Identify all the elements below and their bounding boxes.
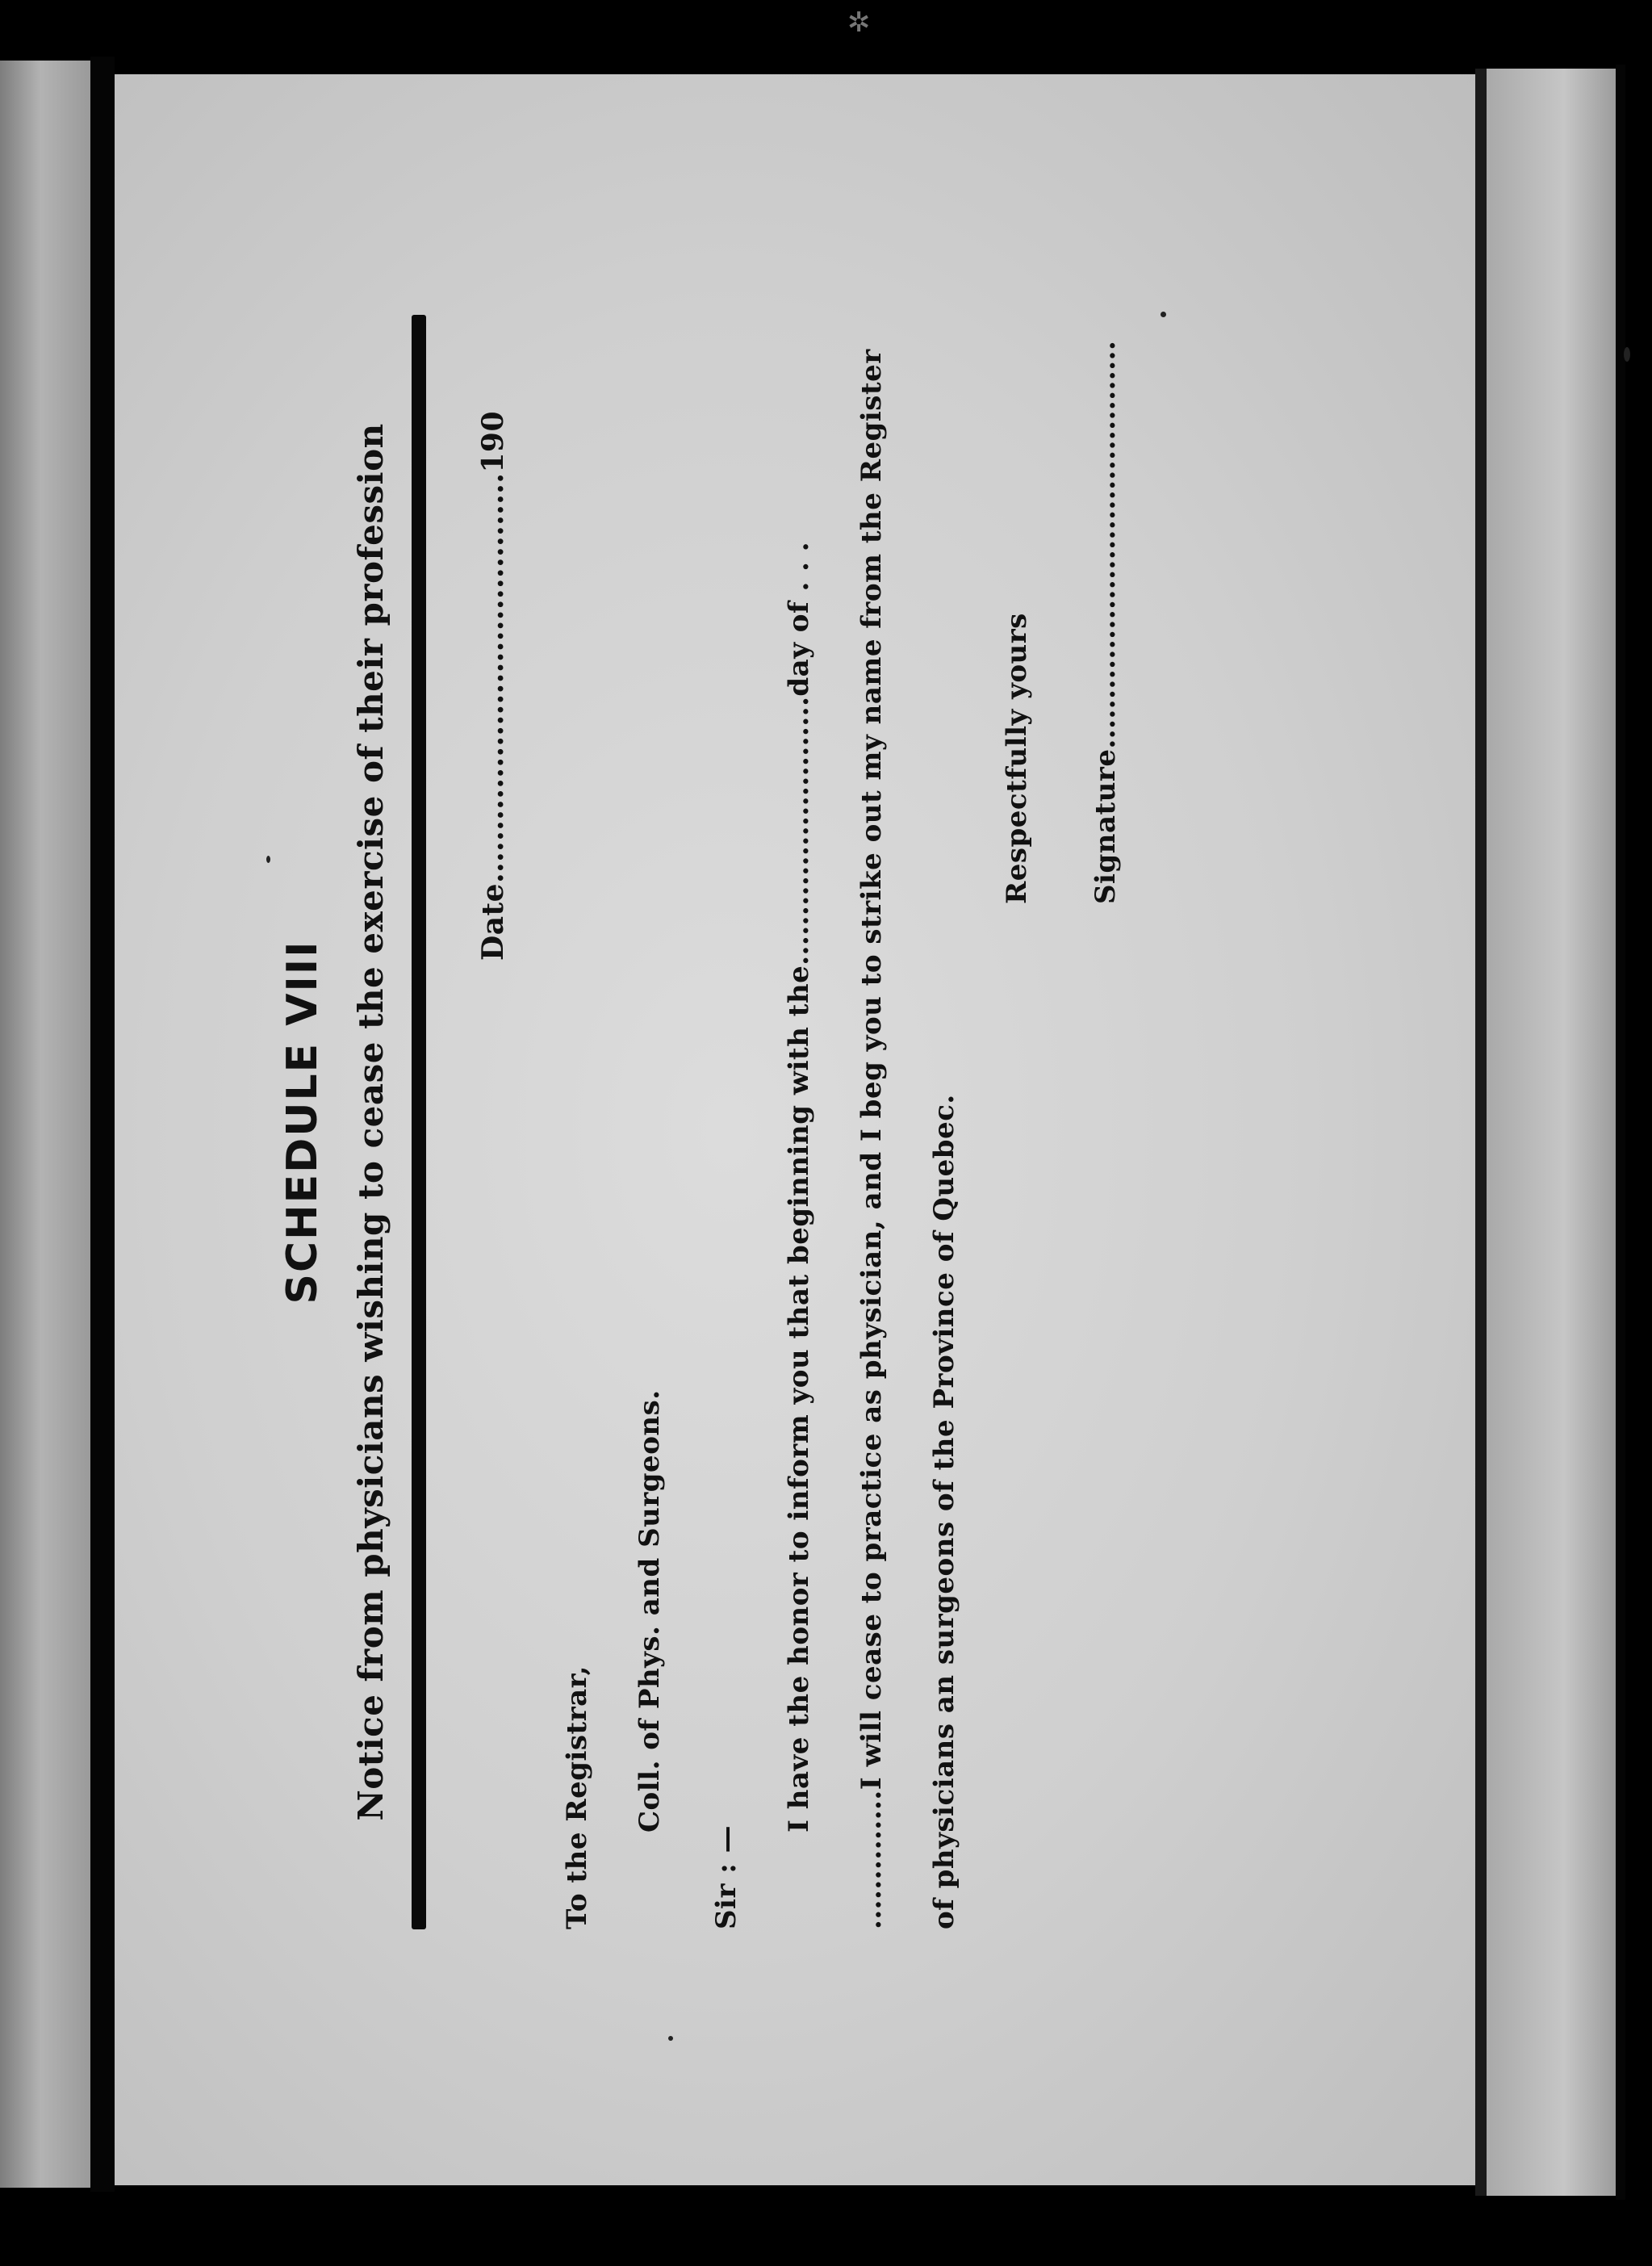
body-line: of physicians an surgeons of the Province of Quebec. — [928, 1094, 960, 1929]
right-page-edge — [1487, 69, 1616, 2196]
left-page-edge — [0, 61, 90, 2188]
scan-artifact-icon: ✲ — [847, 6, 871, 39]
schedule-title: SCHEDULE VIII — [278, 940, 327, 1305]
closing: Respectfully yours — [1001, 613, 1033, 904]
body-line: ..............I will cease to practice as physician, and I beg you to strike out my name from the Register — [855, 349, 888, 1929]
salutation: Sir : — — [710, 1824, 742, 1929]
left-binding-shadow — [90, 57, 115, 2192]
addressee-institution: Coll. of Phys. and Surgeons. — [634, 1389, 666, 1832]
date-field: Date.......................................190 — [476, 410, 510, 961]
dust-speck — [1624, 347, 1630, 362]
addressee-line: To the Registrar, — [561, 1665, 593, 1929]
schedule-form — [270, 194, 1441, 2050]
right-border — [1616, 65, 1625, 2200]
signature-field: Signature......................................... — [1089, 340, 1122, 904]
right-page-shadow — [1475, 69, 1487, 2196]
heading-rule — [412, 315, 426, 1929]
body-line: I have the honor to inform you that beginning with the...........................day of . . . — [783, 541, 815, 1832]
form-subtitle: Notice from physicians wishing to cease the exercise of their profession — [351, 423, 391, 1821]
